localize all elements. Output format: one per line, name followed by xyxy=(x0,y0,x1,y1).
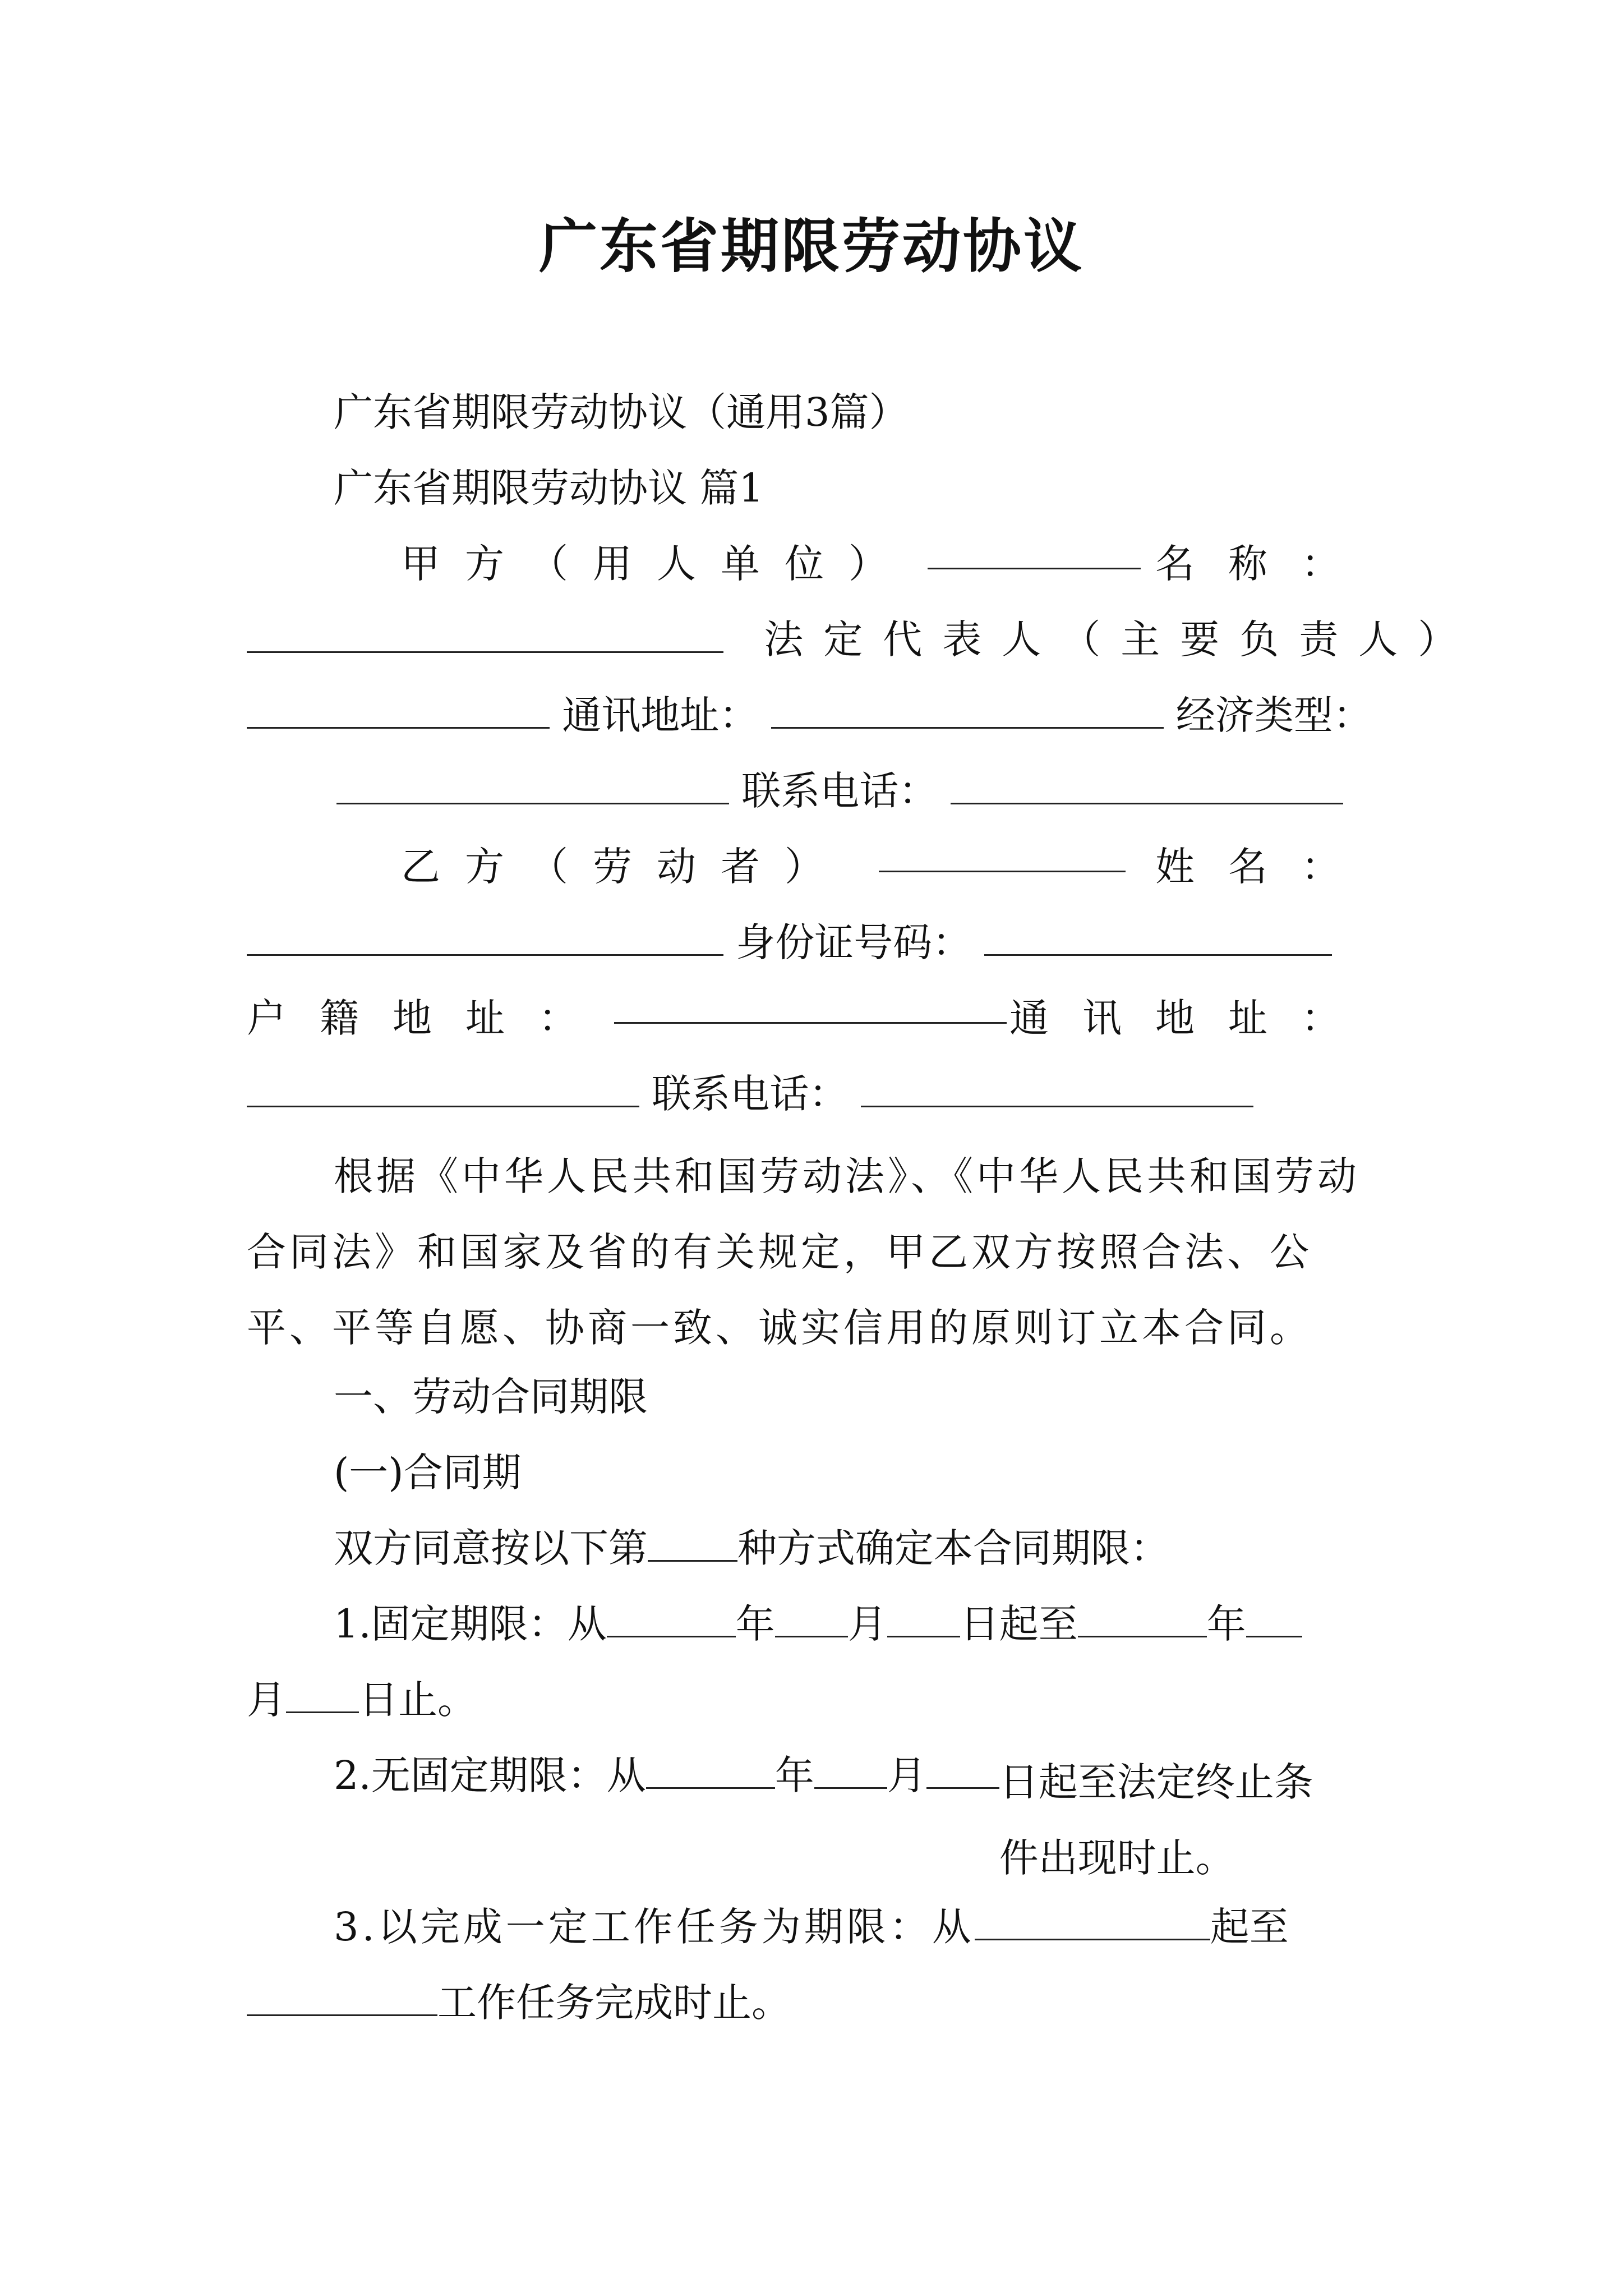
party-a-phone-label: 联系电话： xyxy=(741,768,938,814)
party-b-address-label: 通讯地址： xyxy=(1009,995,1374,1041)
opt1-start-year-blank[interactable] xyxy=(607,1601,736,1637)
opt1-end-month-blank[interactable] xyxy=(1246,1601,1302,1637)
opt1-line2 xyxy=(247,1669,477,1731)
opt1-start-day-blank[interactable] xyxy=(887,1601,960,1637)
document-title: 广东省期限劳动协议 xyxy=(538,212,1084,280)
party-a-econ-blank[interactable] xyxy=(336,768,729,804)
section1-title: 一、劳动合同期限 xyxy=(334,1374,648,1420)
opt2-label: 2.无固定期限：从 xyxy=(334,1752,646,1798)
opt3-tail: 工作任务完成时止。 xyxy=(437,1980,791,2026)
party-a-line2 xyxy=(247,609,1478,670)
party-a-name-blank[interactable] xyxy=(247,616,723,653)
opt1-end-year-blank[interactable] xyxy=(1078,1601,1207,1637)
opt1-end-label: 日止。 xyxy=(359,1677,477,1723)
agree-text-b: 种方式确定本合同期限： xyxy=(737,1525,1169,1571)
party-b-household-label: 户籍地址： xyxy=(247,995,611,1041)
heading-part1: 广东省期限劳动协议 篇1 xyxy=(334,465,764,511)
party-a-name-label: 名称： xyxy=(1155,541,1374,587)
party-b-blank[interactable] xyxy=(879,836,1126,872)
opt2-line1 xyxy=(334,1745,1374,1881)
opt2-day-blank[interactable] xyxy=(926,1752,999,1789)
party-b-name-blank[interactable] xyxy=(247,919,723,956)
agree-text-a: 双方同意按以下第 xyxy=(334,1525,648,1571)
preamble-paragraph: 根据《中华人民共和国劳动法》、《中华人民共和国劳动合同法》和国家及省的有关规定，甲乙双方按照合法、公平、平等自愿、协商一致、诚实信用的原则订立本合同。 xyxy=(247,1153,1360,1351)
party-a-rep-blank[interactable] xyxy=(247,692,550,729)
opt1-label: 1.固定期限：从 xyxy=(334,1601,607,1647)
party-b-id-blank[interactable] xyxy=(984,919,1332,956)
opt2-year-blank[interactable] xyxy=(646,1752,775,1789)
party-a-line1 xyxy=(401,533,1374,595)
party-b-phone-blank[interactable] xyxy=(861,1071,1253,1107)
party-b-line4 xyxy=(247,1063,1374,1125)
opt3-start-blank[interactable] xyxy=(975,1904,1210,1940)
party-b-household-blank[interactable] xyxy=(614,987,1007,1024)
party-b-address-blank[interactable] xyxy=(247,1071,639,1107)
party-a-label: 甲方（用人单位） xyxy=(401,541,912,587)
party-b-phone-label: 联系电话： xyxy=(652,1071,849,1117)
party-b-id-label: 身份证号码： xyxy=(736,919,972,965)
heading-general: 广东省期限劳动协议（通用3篇） xyxy=(334,389,909,435)
opt2-tail: 日起至法定终止条件出现时止。 xyxy=(999,1759,1313,1881)
opt1-month-label: 月 xyxy=(847,1601,887,1647)
opt1-end-month-label: 月 xyxy=(247,1677,286,1723)
party-a-phone-blank[interactable] xyxy=(951,768,1343,804)
opt1-year-label: 年 xyxy=(735,1601,775,1647)
opt2-month-blank[interactable] xyxy=(814,1752,887,1789)
agree-line xyxy=(334,1517,1169,1579)
party-b-line1 xyxy=(401,836,1374,898)
party-b-line3 xyxy=(247,987,1374,1049)
opt1-line1 xyxy=(334,1593,1374,1655)
party-a-rep-label: 法定代表人（主要负责人） xyxy=(764,616,1478,662)
opt3-line2 xyxy=(247,1972,791,2033)
party-b-label: 乙方（劳动者） xyxy=(401,844,849,890)
opt3-label: 3.以完成一定工作任务为期限：从 xyxy=(334,1904,975,1950)
opt3-mid: 起至 xyxy=(1210,1904,1289,1950)
party-b-name-label: 姓名： xyxy=(1155,844,1374,890)
opt2-month-label: 月 xyxy=(887,1752,926,1798)
agree-method-blank[interactable] xyxy=(648,1525,737,1562)
party-a-address-blank[interactable] xyxy=(771,692,1164,729)
opt1-end-day-blank[interactable] xyxy=(286,1677,359,1713)
party-a-line3 xyxy=(247,684,1374,746)
opt3-end-blank[interactable] xyxy=(247,1980,437,2016)
opt1-from-to: 日起至 xyxy=(960,1601,1078,1647)
opt1-start-month-blank[interactable] xyxy=(775,1601,848,1637)
opt1-end-year-label: 年 xyxy=(1206,1601,1246,1647)
party-b-line2 xyxy=(247,912,1374,973)
party-a-line4 xyxy=(247,760,1374,822)
opt2-year-label: 年 xyxy=(774,1752,814,1798)
sub1-title: (一)合同期 xyxy=(334,1450,522,1496)
party-a-address-label: 通讯地址： xyxy=(562,692,759,738)
party-a-blank[interactable] xyxy=(928,533,1141,569)
opt3-line1 xyxy=(334,1896,1374,1958)
party-a-econ-label: 经济类型： xyxy=(1175,692,1372,738)
